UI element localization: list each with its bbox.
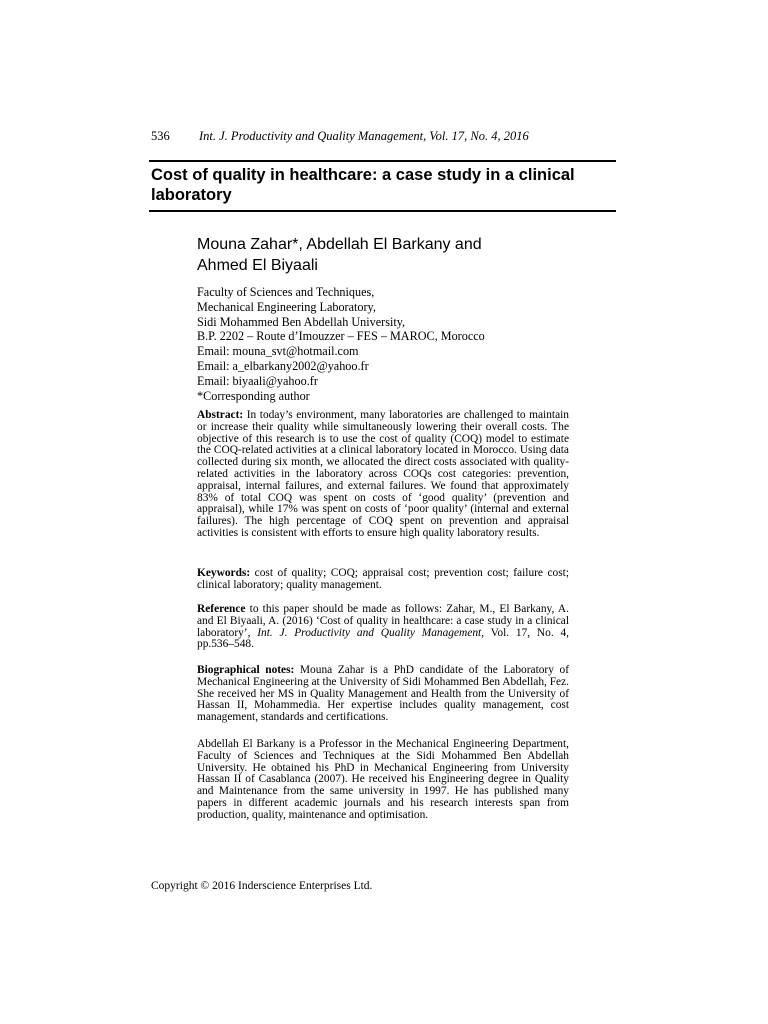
corresponding-author-note: *Corresponding author: [197, 388, 310, 403]
affiliation-line: Mechanical Engineering Laboratory,: [197, 299, 376, 314]
affiliation-line: B.P. 2202 – Route d’Imouzzer – FES – MAROC, Morocco: [197, 329, 485, 344]
author-list: [197, 234, 577, 276]
keywords: [197, 568, 569, 592]
abstract-label: Abstract:: [197, 409, 244, 421]
paper-title: Cost of quality in healthcare: a case study in a clinical laboratory: [151, 166, 575, 204]
bio-text: Mouna Zahar is a PhD candidate of the Laboratory of Mechanical Engineering at the University of Sidi Mohammed Ben Abdellah, Fez. She received her MS in Quality Management and Health from the University of Hassan II, Mohammedia. Her expertise includes quality management, cost management, standards and certifications.: [197, 664, 570, 724]
running-header: [151, 129, 529, 144]
keywords-label: Keywords:: [197, 567, 251, 579]
reference-text: to this paper should be made as follows: Zahar, M., El Barkany, A. and El Biyaali, A. (2016) ‘Cost of quality in healthcare: a case study in a clinical laboratory’,: [197, 603, 569, 639]
reference-note: [197, 604, 569, 651]
abstract: [197, 410, 569, 540]
affiliation-block: [197, 285, 577, 403]
biographical-notes: [197, 665, 569, 724]
affiliation-line: Sidi Mohammed Ben Abdellah University,: [197, 314, 406, 329]
author-line: Ahmed El Biyaali: [197, 257, 318, 274]
affiliation-line: Faculty of Sciences and Techniques,: [197, 285, 375, 299]
title-bottom-rule: [149, 210, 616, 212]
bio-text: Abdellah El Barkany is a Professor in the Mechanical Engineering Department, Faculty of Sciences and Techniques at the Sidi Mohammed Ben Abdellah University. He obtained his PhD in Mechanical Engineering from University Hassan II of Casablanca (2007). He received his Engineering degree in Quality and Maintenance from the same university in 1997. He has published many papers in different academic journals and his research interests span from production, quality, maintenance and optimisation.: [197, 738, 569, 821]
abstract-text: In today’s environment, many laboratories are challenged to maintain or increase their quality while simultaneously lowering their overall costs. The objective of this research is to use the cost of quality (COQ) model to estimate the COQ-related activities at a clinical laboratory located in Morocco. Using data collected during six month, we allocated the direct costs associated with quality-related activities in the laboratory across COQs cost categories: prevention, appraisal, internal failures, and external failures. We found that approximately 83% of total COQ was spent on costs of ‘good quality’ (prevention and appraisal), while 17% was spent on costs of ‘poor quality’ (internal and external failures). The high percentage of COQ spent on prevention and appraisal activities is consistent with efforts to ensure high quality laboratory results.: [197, 409, 569, 539]
copyright-notice: Copyright © 2016 Inderscience Enterprises Ltd.: [151, 880, 373, 892]
bio-label: Biographical notes:: [197, 664, 295, 676]
reference-journal: Int. J. Productivity and Quality Management: [257, 626, 482, 639]
page-number: 536: [151, 129, 170, 143]
author-line: Mouna Zahar*, Abdellah El Barkany and: [197, 236, 482, 253]
biographical-note-second-author: [197, 739, 569, 822]
reference-label: Reference: [197, 603, 246, 615]
journal-citation: Int. J. Productivity and Quality Management, Vol. 17, No. 4, 2016: [199, 129, 529, 143]
keywords-text: cost of quality; COQ; appraisal cost; prevention cost; failure cost; clinical laboratory; quality management.: [197, 567, 569, 591]
title-top-rule: [149, 160, 616, 162]
email-line: Email: mouna_svt@hotmail.com: [197, 344, 359, 359]
email-line: Email: a_elbarkany2002@yahoo.fr: [197, 358, 369, 373]
reference-volume: , Vol. 17, No. 4, pp.536–548.: [197, 626, 569, 651]
email-line: Email: biyaali@yahoo.fr: [197, 373, 318, 388]
